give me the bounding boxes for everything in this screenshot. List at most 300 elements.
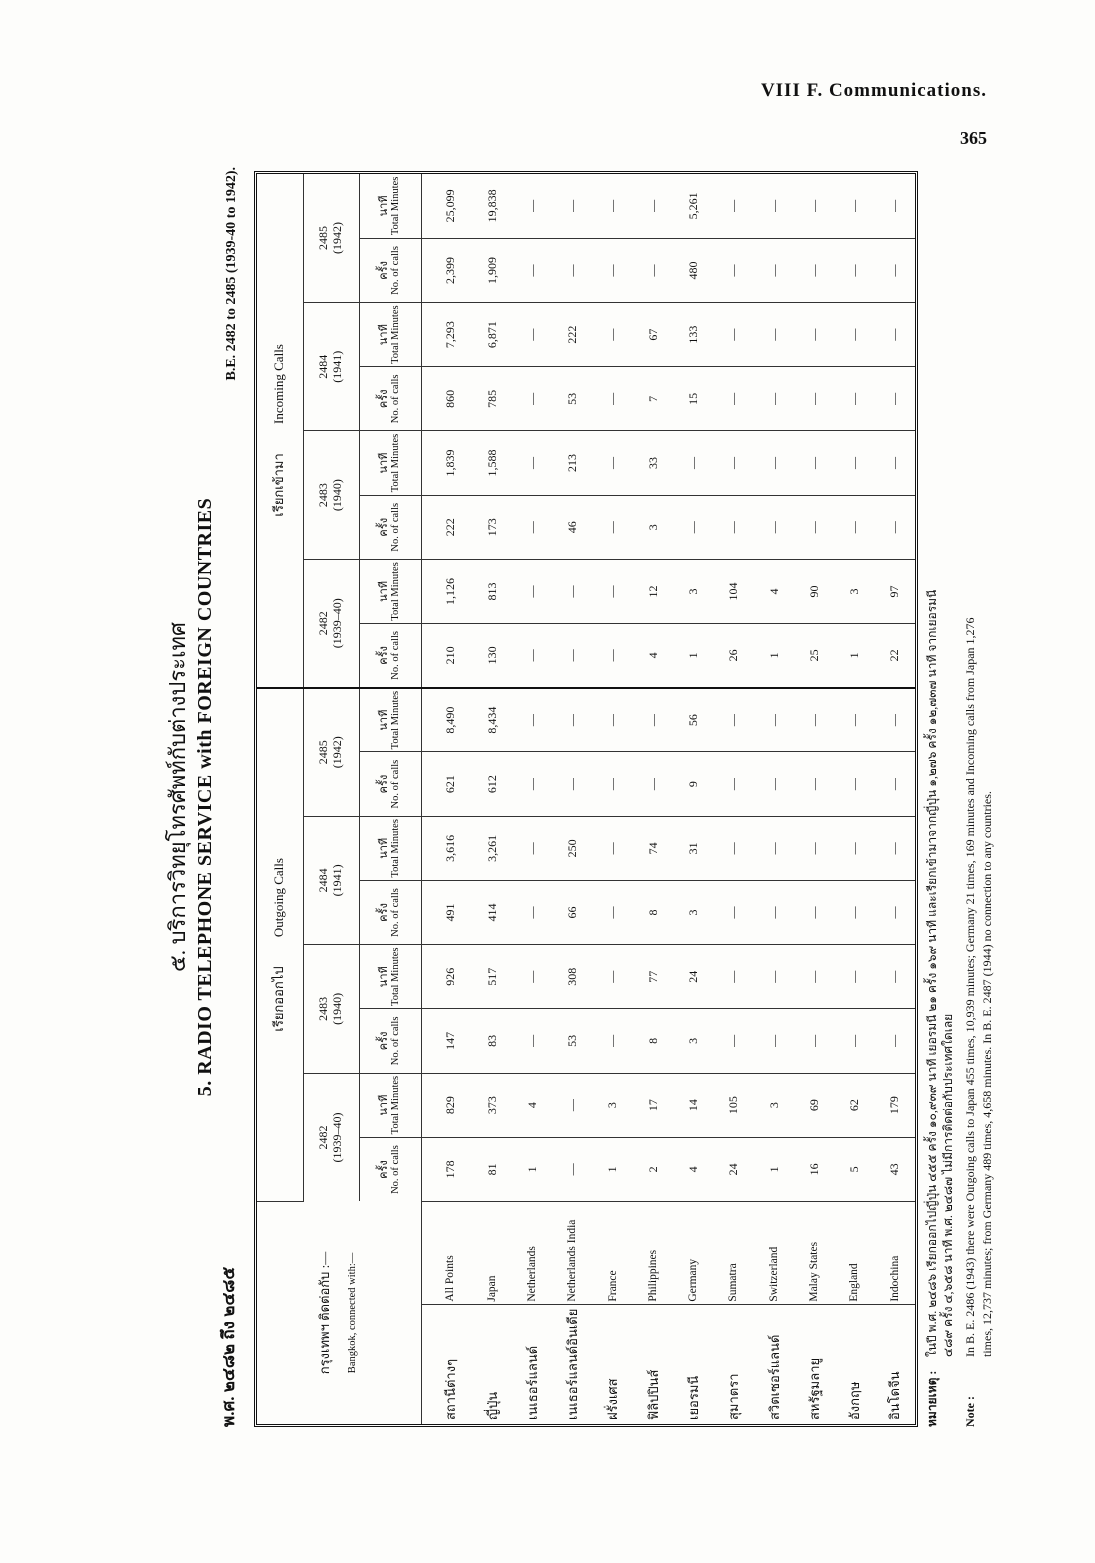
page-number: 365 [960,128,987,148]
incoming-value: — [754,174,794,238]
calls-thai: ครั้ง [377,517,390,537]
incoming-value: 785 [472,367,512,431]
incoming-value: — [673,495,713,559]
incoming-value: — [512,303,552,367]
calls-column-header [359,752,421,816]
incoming-value: — [512,238,552,302]
incoming-value: — [593,495,633,559]
incoming-value: 7 [633,367,673,431]
incoming-value: 480 [673,238,713,302]
outgoing-value: — [794,880,834,944]
outgoing-value: 250 [553,816,593,880]
table-frame [254,171,918,1427]
incoming-value: 1,588 [472,431,512,495]
country-thai: ฟิลิปปินส์ [645,1369,661,1420]
outgoing-value: — [794,752,834,816]
incoming-value: — [754,367,794,431]
outgoing-year-header [303,945,359,1073]
country-thai: ญี่ปุ่น [484,1391,500,1420]
incoming-value: 133 [673,303,713,367]
incoming-value: — [512,559,552,623]
outgoing-value: — [593,816,633,880]
outgoing-value: — [875,945,915,1009]
incoming-value: 2,399 [421,238,472,302]
incoming-value: — [754,495,794,559]
outgoing-value: 43 [875,1137,915,1201]
incoming-value: — [512,624,552,688]
outgoing-value: — [834,688,874,752]
outgoing-header [257,688,303,1202]
calls-column-header [359,238,421,302]
incoming-value: 25 [794,624,834,688]
outgoing-value: 147 [421,1009,472,1073]
country-english: Netherlands India [553,1201,593,1304]
outgoing-value: — [512,688,552,752]
year-ce: (1942) [330,736,344,769]
minutes-english: Total Minutes [390,819,402,878]
incoming-year-header [303,174,359,303]
incoming-value: — [834,238,874,302]
outgoing-value: 308 [553,945,593,1009]
country-english: Japan [472,1201,512,1304]
outgoing-value: — [754,752,794,816]
incoming-value: — [875,367,915,431]
minutes-column-header [359,303,421,367]
incoming-value: — [754,303,794,367]
outgoing-value: 56 [673,688,713,752]
calls-thai: ครั้ง [377,261,390,280]
incoming-value: — [754,431,794,495]
calls-english: No. of calls [390,759,402,809]
minutes-column-header [359,1073,421,1137]
incoming-value: 33 [633,431,673,495]
incoming-value: — [553,238,593,302]
incoming-value: 26 [714,624,754,688]
minutes-english: Total Minutes [390,305,402,364]
year-be: 2483 [316,996,331,1021]
incoming-value: — [875,303,915,367]
outgoing-value: 31 [673,816,713,880]
incoming-value: — [834,367,874,431]
outgoing-value: 3 [673,1009,713,1073]
minutes-english: Total Minutes [390,947,402,1006]
minutes-thai: นาที [377,709,390,731]
table-row [553,174,593,1424]
year-ce: (1939–40) [330,1112,344,1163]
note-thai-line-1: ในปี พ.ศ. ๒๔๘๖ เรียกออกไปญี่ปุ่น ๔๕๕ ครั้ง ๑๐,๙๓๙ นาที เยอรมนี ๒๑ ครั้ง ๑๖๙ นาที และเรียกเข้ามาจากญี่ปุ่น ๑,๒๗๖ ครั้ง ๑๒,๗๓๗ นาที จากเยอรมนี [925,589,939,1357]
country-thai: อังกฤษ [847,1381,863,1420]
calls-thai: ครั้ง [377,389,390,409]
incoming-value: — [633,238,673,302]
incoming-value: 210 [421,624,472,688]
outgoing-value: 3 [593,1073,633,1137]
year-ce: (1940) [330,479,344,512]
outgoing-value: — [875,1009,915,1073]
outgoing-value: — [794,816,834,880]
title-block [160,167,252,1427]
outgoing-value: 53 [553,1009,593,1073]
minutes-column-header [359,816,421,880]
incoming-value: — [834,174,874,238]
outgoing-value: — [714,1009,754,1073]
country-thai: อินโดจีน [887,1371,903,1420]
incoming-value: — [875,238,915,302]
outgoing-value: — [834,816,874,880]
incoming-value: 130 [472,624,512,688]
country-english: Malay States [794,1201,834,1304]
outgoing-value: — [593,945,633,1009]
outgoing-value: — [875,880,915,944]
table-row [834,174,874,1424]
country-english: Germany [673,1201,713,1304]
outgoing-value: 926 [421,945,472,1009]
outgoing-value: 179 [875,1073,915,1137]
outgoing-value: — [875,752,915,816]
outgoing-value: 8 [633,880,673,944]
incoming-value: — [794,495,834,559]
outgoing-value: — [714,816,754,880]
calls-column-header [359,880,421,944]
incoming-value: — [875,174,915,238]
incoming-value: — [593,174,633,238]
outgoing-value: 14 [673,1073,713,1137]
incoming-value: 15 [673,367,713,431]
outgoing-value: 5 [834,1137,874,1201]
outgoing-value: — [512,880,552,944]
incoming-value: — [593,238,633,302]
incoming-value: 67 [633,303,673,367]
outgoing-value: — [553,752,593,816]
calls-english: No. of calls [390,1016,402,1066]
incoming-value: 4 [754,559,794,623]
outgoing-value: 9 [673,752,713,816]
country-english: England [834,1201,874,1304]
calls-thai: ครั้ง [377,1031,390,1051]
note-english-line-2: times, 12,737 minutes; from Germany 489 times, 4,658 minutes. In B. E. 2487 (1944) no connection to any countries. [979,791,994,1357]
incoming-value: 173 [472,495,512,559]
country-english: Switzerland [754,1201,794,1304]
minutes-thai: นาที [377,580,390,602]
outgoing-value: 66 [553,880,593,944]
incoming-value: 222 [553,303,593,367]
note-thai-line-2: ๔๘๙ ครั้ง ๔,๖๕๘ นาที พ.ศ. ๒๔๘๗ ไม่มีการติดต่อกับประเทศใดเลย [941,1013,956,1357]
incoming-value: — [754,238,794,302]
incoming-value: 22 [875,624,915,688]
outgoing-value: — [512,816,552,880]
calls-english: No. of calls [390,502,402,552]
outgoing-value: — [754,945,794,1009]
outgoing-value: — [553,688,593,752]
corner-english: Bangkok, connected with:— [347,1252,358,1374]
year-be: 2485 [316,740,331,765]
country-thai: สวิตเซอร์แลนด์ [766,1334,782,1420]
outgoing-value: — [794,945,834,1009]
outgoing-year-header [303,816,359,944]
outgoing-year-header [303,1073,359,1201]
incoming-value: 222 [421,495,472,559]
country-english: Sumatra [714,1201,754,1304]
incoming-value: 53 [553,367,593,431]
outgoing-value: — [633,688,673,752]
incoming-value: 5,261 [673,174,713,238]
country-english: Netherlands [512,1201,552,1304]
outgoing-year-header [303,688,359,816]
incoming-value: — [633,174,673,238]
calls-english: No. of calls [390,631,402,680]
incoming-value: 90 [794,559,834,623]
incoming-value: — [834,431,874,495]
incoming-value: — [553,559,593,623]
minutes-column-header [359,174,421,238]
table-row [512,174,552,1424]
table-row [714,174,754,1424]
minutes-column-header [359,945,421,1009]
calls-column-header [359,1009,421,1073]
incoming-value: 813 [472,559,512,623]
incoming-value: — [794,431,834,495]
outgoing-value: 621 [421,752,472,816]
outgoing-value: 24 [673,945,713,1009]
incoming-value: — [794,238,834,302]
outgoing-value: 1 [754,1137,794,1201]
minutes-thai: นาที [377,966,390,988]
outgoing-value: — [834,1009,874,1073]
minutes-thai: นาที [377,837,390,859]
outgoing-value: — [834,880,874,944]
outgoing-value: 517 [472,945,512,1009]
outgoing-value: 74 [633,816,673,880]
section-heading: VIII F. Communications. [760,80,987,101]
incoming-value: — [593,431,633,495]
table-row [875,174,915,1424]
outgoing-value: 829 [421,1073,472,1137]
incoming-value: — [875,431,915,495]
incoming-value: — [593,624,633,688]
incoming-value: — [794,303,834,367]
outgoing-value: 17 [633,1073,673,1137]
calls-thai: ครั้ง [377,646,390,665]
outgoing-value: 105 [714,1073,754,1137]
incoming-value: 6,871 [472,303,512,367]
country-english: Philippines [633,1201,673,1304]
outgoing-value: 178 [421,1137,472,1201]
country-english: Indochina [875,1201,915,1304]
incoming-value: 25,099 [421,174,472,238]
outgoing-value: — [794,688,834,752]
rotated-content [160,167,994,1427]
outgoing-value: 1 [512,1137,552,1201]
table-row [754,174,794,1424]
outgoing-value: 3,616 [421,816,472,880]
minutes-english: Total Minutes [390,690,402,750]
calls-english: No. of calls [390,374,402,424]
be-range-english: B.E. 2482 to 2485 (1939-40 to 1942). [224,167,239,381]
year-ce: (1941) [330,350,344,383]
outgoing-value: — [834,945,874,1009]
note-label-thai: หมายเหตุ : [925,1370,939,1427]
outgoing-value: — [834,752,874,816]
calls-column-header [359,1137,421,1201]
year-be: 2484 [316,868,331,893]
outgoing-value: — [754,1009,794,1073]
radio-telephone-table [257,174,915,1424]
calls-column-header [359,367,421,431]
outgoing-value: 1 [593,1137,633,1201]
table-row [673,174,713,1424]
outgoing-value: — [512,1009,552,1073]
outgoing-value: 69 [794,1073,834,1137]
incoming-value: 7,293 [421,303,472,367]
outgoing-value: — [512,752,552,816]
minutes-column-header [359,431,421,495]
outgoing-value: 4 [673,1137,713,1201]
incoming-value: 97 [875,559,915,623]
outgoing-value: — [754,880,794,944]
title-thai: ๕. บริการวิทยุโทรศัพท์กับต่างประเทศ [165,621,190,973]
table-row [472,174,512,1424]
incoming-thai: เรียกเข้ามา [271,453,287,517]
outgoing-value: — [593,1009,633,1073]
year-be: 2483 [316,483,331,508]
corner-header [257,1201,421,1424]
year-ce: (1939–40) [330,598,344,649]
incoming-value: 1 [673,624,713,688]
country-thai: เนเธอร์แลนด์ [524,1345,540,1420]
minutes-column-header [359,559,421,623]
incoming-value: — [593,367,633,431]
incoming-value: — [794,174,834,238]
incoming-value: 213 [553,431,593,495]
incoming-value: — [512,431,552,495]
minutes-column-header [359,688,421,752]
outgoing-value: — [553,1137,593,1201]
outgoing-value: 2 [633,1137,673,1201]
calls-column-header [359,624,421,688]
outgoing-value: — [633,752,673,816]
minutes-english: Total Minutes [390,433,402,493]
incoming-value: 104 [714,559,754,623]
minutes-thai: นาที [377,195,390,217]
outgoing-value: 8 [633,1009,673,1073]
incoming-value: 1 [834,624,874,688]
incoming-value: — [714,174,754,238]
outgoing-english: Outgoing Calls [271,858,287,938]
outgoing-value: — [714,688,754,752]
incoming-value: — [673,431,713,495]
outgoing-thai: เรียกออกไป [271,966,287,1032]
year-ce: (1941) [330,864,344,897]
incoming-value: — [593,303,633,367]
incoming-value: 3 [834,559,874,623]
table-row [421,174,472,1424]
incoming-value: 3 [673,559,713,623]
year-be: 2485 [316,226,331,251]
outgoing-value: — [754,688,794,752]
incoming-year-header [303,431,359,559]
calls-thai: ครั้ง [377,774,390,794]
outgoing-value: 8,434 [472,688,512,752]
incoming-value: 1,126 [421,559,472,623]
table-row [593,174,633,1424]
incoming-value: — [553,624,593,688]
outgoing-value: 81 [472,1137,512,1201]
incoming-value: — [794,367,834,431]
country-english: France [593,1201,633,1304]
outgoing-value: 491 [421,880,472,944]
minutes-english: Total Minutes [390,176,402,236]
outgoing-value: 77 [633,945,673,1009]
outgoing-value: 373 [472,1073,512,1137]
note-english-line-1: In B. E. 2486 (1943) there were Outgoing calls to Japan 455 times, 10,939 minutes; Germany 21 times, 169 minutes and Incoming calls from Japan 1,276 [963,617,978,1357]
incoming-value: 1,909 [472,238,512,302]
outgoing-value: — [593,880,633,944]
incoming-value: 3 [633,495,673,559]
incoming-year-header [303,559,359,687]
incoming-value: — [714,367,754,431]
outgoing-value: 3 [754,1073,794,1137]
be-range-thai: พ.ศ. ๒๔๘๒ ถึง ๒๔๘๕ [219,1266,238,1427]
corner-thai: กรุงเทพฯ ติดต่อกับ :— [317,1251,333,1375]
incoming-value: — [512,495,552,559]
calls-thai: ครั้ง [377,903,390,922]
year-be: 2484 [316,354,331,379]
outgoing-value: 24 [714,1137,754,1201]
country-thai: สถานีต่างๆ [442,1358,458,1420]
incoming-header [257,174,303,688]
minutes-thai: นาที [377,1094,390,1116]
incoming-value: 12 [633,559,673,623]
country-thai: สหรัฐมลายู [806,1357,822,1420]
outgoing-value: — [875,816,915,880]
outgoing-value: 62 [834,1073,874,1137]
incoming-value: 860 [421,367,472,431]
incoming-value: — [553,174,593,238]
incoming-value: 46 [553,495,593,559]
outgoing-value: 3,261 [472,816,512,880]
incoming-value: — [834,495,874,559]
outgoing-value: 83 [472,1009,512,1073]
incoming-value: — [714,303,754,367]
incoming-value: — [834,303,874,367]
incoming-value: 4 [633,624,673,688]
outgoing-value: — [593,688,633,752]
incoming-value: 1 [754,624,794,688]
country-thai: เนเธอร์แลนด์อินเดีย [565,1308,581,1420]
year-ce: (1940) [330,992,344,1025]
minutes-english: Total Minutes [390,562,402,621]
outgoing-value: 414 [472,880,512,944]
table-row [794,174,834,1424]
outgoing-value: — [714,945,754,1009]
country-thai: สุมาตรา [726,1373,742,1420]
outgoing-value: — [754,816,794,880]
minutes-thai: นาที [377,324,390,346]
country-thai: เยอรมนี [686,1375,701,1420]
outgoing-value: — [875,688,915,752]
year-ce: (1942) [330,222,344,255]
outgoing-value: — [553,1073,593,1137]
country-thai: ฝรั่งเศส [605,1378,621,1420]
outgoing-value: — [512,945,552,1009]
year-be: 2482 [316,1125,331,1150]
incoming-value: — [714,238,754,302]
incoming-value: 1,839 [421,431,472,495]
incoming-value: — [512,367,552,431]
calls-english: No. of calls [390,888,402,937]
outgoing-value: — [714,880,754,944]
outgoing-value: 8,490 [421,688,472,752]
incoming-value: — [593,559,633,623]
